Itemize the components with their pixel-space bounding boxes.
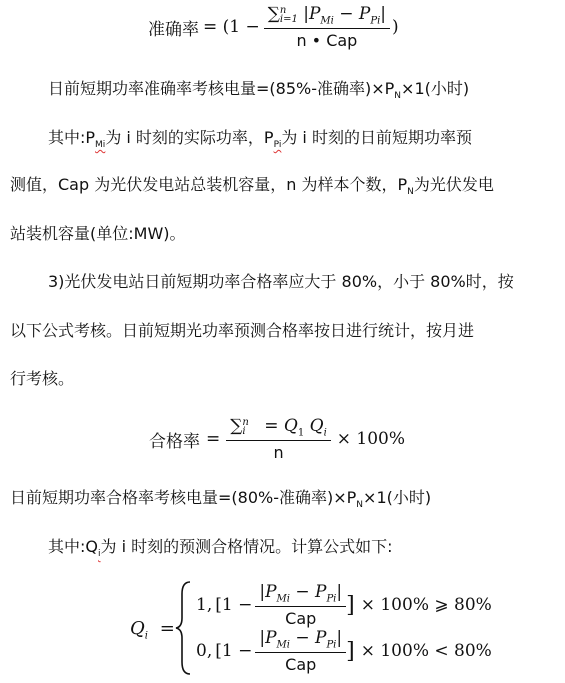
- formula2-lhs: 合格率: [149, 431, 200, 452]
- formula3-case2-tail: × 100% < 80%: [360, 641, 492, 662]
- formula2-tail: × 100%: [336, 429, 406, 450]
- formula1-sub-p: Pi: [370, 15, 381, 27]
- formula2-fraction: [226, 416, 331, 462]
- para1-l1-a: 其中:P: [48, 128, 96, 147]
- formula2-numerator: [226, 416, 331, 441]
- para3-line: [48, 537, 393, 560]
- para2-line2: 以下公式考核。日前短期光功率预测合格率按日进行统计，按月进: [10, 321, 475, 340]
- formula3-lhs: Q: [130, 618, 145, 639]
- para1-line2: [10, 175, 494, 198]
- para3-a: 其中:Q: [48, 537, 98, 556]
- assessment-line-accuracy: [48, 79, 469, 102]
- formula3-case2-sub-m: Mi: [276, 639, 290, 651]
- formula2-sub1: 1: [297, 427, 305, 439]
- formula3-eq: =: [159, 618, 175, 639]
- formula3-case2-num-a: |P: [259, 628, 277, 648]
- para1-line3: 站装机容量(单位:MW)。: [10, 224, 186, 243]
- formula3-case1-val: 1,: [196, 595, 213, 616]
- formula3-case2-close: ]: [346, 638, 355, 664]
- formula3-case2-sub-p: Pi: [326, 639, 337, 651]
- para1-l2-b: 为光伏发电: [413, 175, 494, 194]
- para1-l2-a: 测值，Cap 为光伏发电站总装机容量，n 为样本个数，P: [10, 175, 408, 194]
- formula-accuracy: [148, 4, 399, 50]
- assess2-text: 日前短期功率合格率考核电量=(80%-准确率)×P: [10, 488, 357, 507]
- para2-line1: 3)光伏发电站日前短期功率合格率应大于 80%，小于 80%时，按: [48, 272, 514, 291]
- formula1-numerator: [264, 4, 390, 29]
- formula2-denominator: n: [273, 443, 284, 463]
- formula2-sum-lower: i: [242, 425, 246, 437]
- formula1-close: ): [392, 17, 399, 38]
- formula1-fraction: [264, 4, 390, 50]
- formula2-num-tail: = Q: [264, 416, 298, 436]
- formula2-sub-i: i: [323, 427, 327, 439]
- para3-b: 为 i 时刻的预测合格情况。计算公式如下:: [100, 537, 393, 556]
- formula3-case2-minus: − P: [289, 628, 327, 648]
- formula-pass-rate: [149, 416, 405, 462]
- formula3-case2-frac: [255, 628, 346, 674]
- formula3-brace: [175, 580, 193, 676]
- formula3-case2-open: [1 −: [215, 641, 253, 662]
- formula3-case1-abs: |: [336, 582, 343, 602]
- formula2-sum: ∑: [230, 416, 243, 436]
- formula2-q: Q: [309, 416, 324, 436]
- formula1-abs-close: |: [380, 4, 387, 24]
- assess2-tail: ×1(小时): [363, 488, 432, 507]
- para1-l2-sub: N: [407, 187, 414, 197]
- formula1-sum: ∑: [267, 4, 280, 24]
- formula3-lhs-sub: i: [144, 630, 148, 642]
- assess1-tail: ×1(小时): [401, 79, 470, 98]
- formula2-sum-upper: n: [242, 416, 249, 428]
- formula3-case2-abs: |: [336, 628, 343, 648]
- para1-l1-c: 为 i 时刻的日前短期功率预: [281, 128, 472, 147]
- assess1-text: 日前短期功率准确率考核电量=(85%-准确率)×P: [48, 79, 395, 98]
- formula3-case1-sub-p: Pi: [326, 593, 337, 605]
- formula1-minus: − P: [333, 4, 371, 24]
- formula2-eq: =: [206, 429, 221, 450]
- formula1-sum-lower: i=1: [279, 13, 298, 25]
- formula3-case1-frac: [255, 582, 346, 628]
- para3-sub: i: [98, 549, 101, 559]
- formula1-sub-m: Mi: [320, 15, 334, 27]
- para1-l1-b: 为 i 时刻的实际功率，P: [105, 128, 274, 147]
- formula-qi: [130, 580, 530, 680]
- para1-sub-mi: Mi: [95, 140, 106, 150]
- para2-line3: 行考核。: [10, 369, 75, 388]
- formula3-case1-open: [1 −: [215, 595, 253, 616]
- formula3-case2-num: [255, 628, 346, 653]
- formula3-case1-minus: − P: [289, 582, 327, 602]
- assess2-sub: N: [356, 500, 364, 510]
- formula1-eq: = (1 −: [203, 17, 260, 38]
- formula1-sum-upper: n: [279, 4, 287, 16]
- formula1-num-a: |P: [303, 4, 321, 24]
- para1-sub-pi: Pi: [273, 140, 282, 150]
- para1-line1: [48, 128, 472, 151]
- formula3-case1-num-a: |P: [259, 582, 277, 602]
- formula1-denominator: n • Cap: [296, 31, 358, 51]
- formula3-case1-den: Cap: [285, 609, 317, 629]
- formula3-case1-num: [255, 582, 346, 607]
- formula1-lhs: 准确率: [148, 19, 199, 40]
- formula3-case2-val: 0,: [196, 641, 213, 662]
- assessment-line-pass: [10, 488, 431, 511]
- formula3-case2-den: Cap: [285, 655, 317, 675]
- formula3-case1-sub-m: Mi: [276, 593, 290, 605]
- assess1-sub: N: [394, 91, 402, 101]
- formula3-case1-close: ]: [346, 592, 355, 618]
- formula3-case1-tail: × 100% ⩾ 80%: [360, 595, 492, 616]
